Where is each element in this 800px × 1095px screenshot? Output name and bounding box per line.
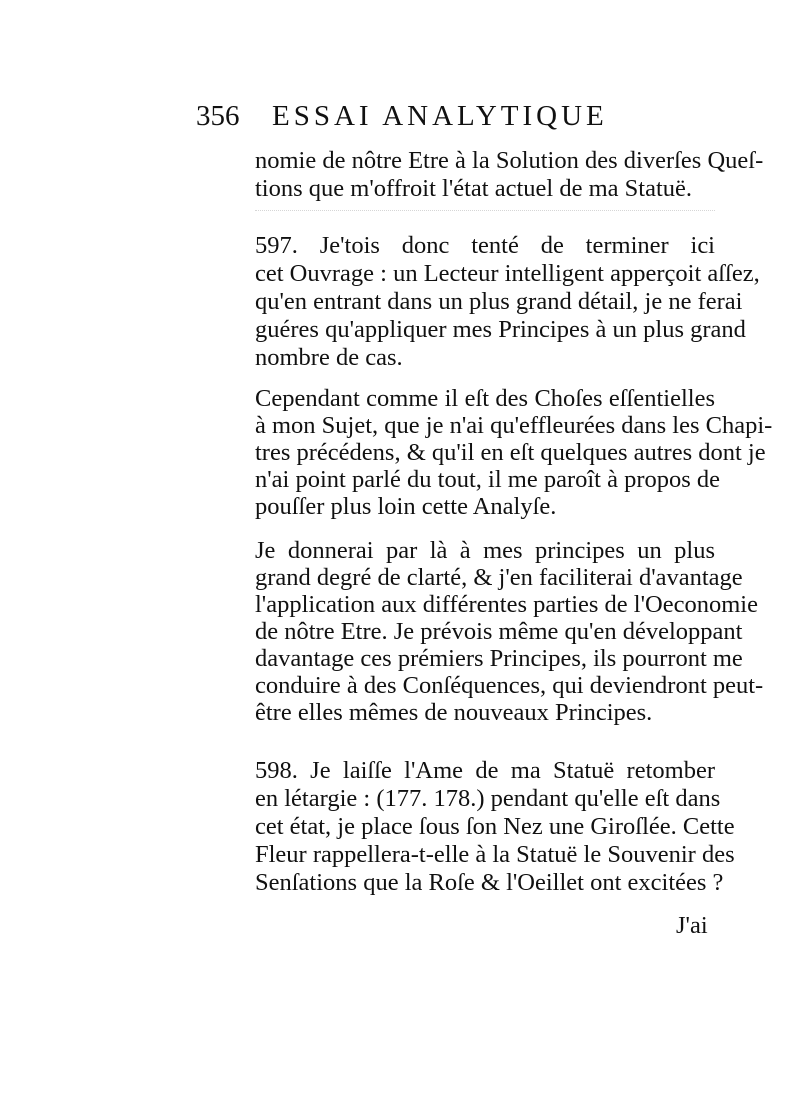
text-line: Senſations que la Roſe & l'Oeillet ont excitées ? <box>255 869 724 896</box>
text-line: à mon Sujet, que je n'ai qu'effleurées dans les Chapi- <box>255 412 773 439</box>
text-line: guéres qu'appliquer mes Principes à un plus grand <box>255 316 746 343</box>
text-line: 598. Je laiſſe l'Ame de ma Statuë retomber <box>255 757 715 784</box>
text-line: qu'en entrant dans un plus grand détail, je ne ferai <box>255 288 743 315</box>
catchword: J'ai <box>676 912 708 939</box>
text-line: Fleur rappellera-t-elle à la Statuë le Souvenir des <box>255 841 735 868</box>
text-line: en létargie : (177. 178.) pendant qu'elle eſt dans <box>255 785 721 812</box>
text-line: conduire à des Conſéquences, qui deviendront peut- <box>255 672 764 699</box>
text-line: grand degré de clarté, & j'en faciliterai d'avantage <box>255 564 743 591</box>
text-line: 597. Je'tois donc tenté de terminer ici <box>255 232 715 259</box>
text-line: cet Ouvrage : un Lecteur intelligent apperçoit aſſez, <box>255 260 760 287</box>
page-number: 356 <box>196 100 240 132</box>
page-header <box>196 100 636 140</box>
text-line: Je donnerai par là à mes principes un plus <box>255 537 715 564</box>
text-line: n'ai point parlé du tout, il me paroît à propos de <box>255 466 721 493</box>
text-line: de nôtre Etre. Je prévois même qu'en développant <box>255 618 743 645</box>
text-line: cet état, je place ſous ſon Nez une Giroſlée. Cette <box>255 813 735 840</box>
text-line: nombre de cas. <box>255 344 403 371</box>
text-line: tres précédens, & qu'il en eſt quelques autres dont je <box>255 439 766 466</box>
text-line: l'application aux différentes parties de l'Oeconomie <box>255 591 758 618</box>
text-line: davantage ces prémiers Principes, ils pourront me <box>255 645 743 672</box>
text-line: être elles mêmes de nouveaux Principes. <box>255 699 653 726</box>
text-line: tions que m'offroit l'état actuel de ma Statuë. <box>255 175 693 202</box>
running-title: ESSAI ANALYTIQUE <box>272 100 608 132</box>
text-line: Cependant comme il eſt des Choſes eſſentielles <box>255 385 715 412</box>
text-line: pouſſer plus loin cette Analyſe. <box>255 493 557 520</box>
bleed-through-line <box>255 210 715 217</box>
text-line: nomie de nôtre Etre à la Solution des diverſes Queſ- <box>255 147 764 174</box>
